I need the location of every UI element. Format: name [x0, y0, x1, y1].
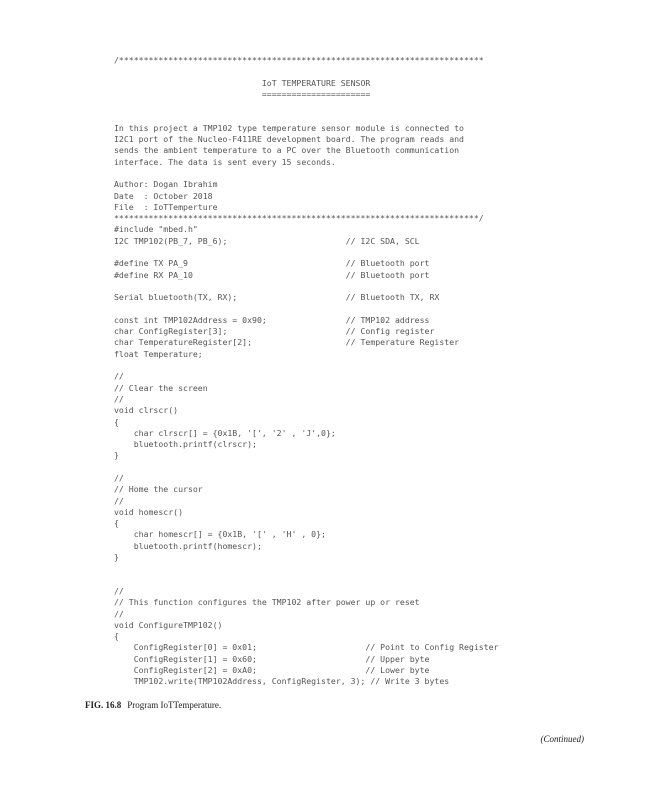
code-listing	[114, 55, 634, 688]
code-line	[114, 66, 634, 77]
code-line: void ConfigureTMP102()	[114, 619, 223, 630]
code-line: IoT TEMPERATURE SENSOR	[114, 77, 371, 88]
code-line: I2C TMP102(PB_7, PB_6); // I2C SDA, SCL	[114, 235, 420, 246]
code-line: //	[114, 393, 124, 404]
code-line: ConfigRegister[2] = 0xA0; // Lower byte	[114, 665, 430, 676]
figure-caption	[85, 700, 221, 710]
code-line: char TemperatureRegister[2]; // Temperature Register	[114, 337, 460, 348]
code-line: sends the ambient temperature to a PC over the Bluetooth communication	[114, 145, 460, 156]
code-line: // This function configures the TMP102 after power up or reset	[114, 597, 420, 608]
code-line	[114, 563, 634, 574]
code-line: {	[114, 416, 119, 427]
code-line: }	[114, 450, 119, 461]
code-line	[114, 575, 634, 586]
code-line	[114, 304, 634, 315]
code-line: I2C1 port of the Nucleo-F411RE development board. The program reads and	[114, 134, 464, 145]
code-line: ConfigRegister[1] = 0x60; // Upper byte	[114, 653, 430, 664]
code-line	[114, 281, 634, 292]
code-line: // Home the cursor	[114, 484, 203, 495]
code-line: void clrscr()	[114, 405, 179, 416]
code-line: //	[114, 585, 124, 596]
code-line: TMP102.write(TMP102Address, ConfigRegister, 3); // Write 3 bytes	[114, 676, 450, 687]
code-line: Serial bluetooth(TX, RX); // Bluetooth TX, RX	[114, 292, 440, 303]
code-line: /**************************************************************************	[114, 55, 484, 65]
code-line: //	[114, 495, 124, 506]
code-line: {	[114, 518, 119, 529]
code-line: **************************************************************************/	[114, 213, 484, 224]
code-line: File : IoTTemperture	[114, 201, 218, 212]
continued-note: (Continued)	[540, 734, 584, 744]
code-line	[114, 360, 634, 371]
code-line: In this project a TMP102 type temperature sensor module is connected to	[114, 122, 464, 133]
figure-label: FIG. 16.8	[85, 700, 122, 710]
code-line	[114, 462, 634, 473]
code-line: void homescr()	[114, 506, 184, 517]
code-line: Date : October 2018	[114, 190, 213, 201]
code-line: }	[114, 552, 119, 563]
code-line: #define RX PA_10 // Bluetooth port	[114, 269, 430, 280]
code-line: //	[114, 472, 124, 483]
code-line: bluetooth.printf(clrscr);	[114, 439, 257, 450]
code-line: // Clear the screen	[114, 382, 208, 393]
code-line: Author: Dogan Ibrahim	[114, 179, 218, 190]
code-line: float Temperature;	[114, 348, 203, 359]
code-line: #include "mbed.h"	[114, 224, 198, 235]
code-line: char homescr[] = {0x1B, '[' , 'H' , 0};	[114, 529, 326, 540]
code-line	[114, 168, 634, 179]
code-line: ======================	[114, 88, 371, 99]
code-line: #define TX PA_9 // Bluetooth port	[114, 258, 430, 269]
code-line: const int TMP102Address = 0x90; // TMP102 address	[114, 314, 430, 325]
code-line: //	[114, 608, 124, 619]
code-line	[114, 247, 634, 258]
code-line	[114, 111, 634, 122]
code-line: char clrscr[] = {0x1B, '[', '2' , 'J',0};	[114, 427, 336, 438]
code-line	[114, 100, 634, 111]
code-line: bluetooth.printf(homescr);	[114, 540, 262, 551]
code-line: interface. The data is sent every 15 seconds.	[114, 156, 336, 167]
figure-caption-text: Program IoTTemperature.	[127, 700, 222, 710]
code-line: //	[114, 371, 124, 382]
code-line: char ConfigRegister[3]; // Config register	[114, 326, 435, 337]
code-line: {	[114, 631, 119, 642]
code-line: ConfigRegister[0] = 0x01; // Point to Config Register	[114, 642, 499, 653]
